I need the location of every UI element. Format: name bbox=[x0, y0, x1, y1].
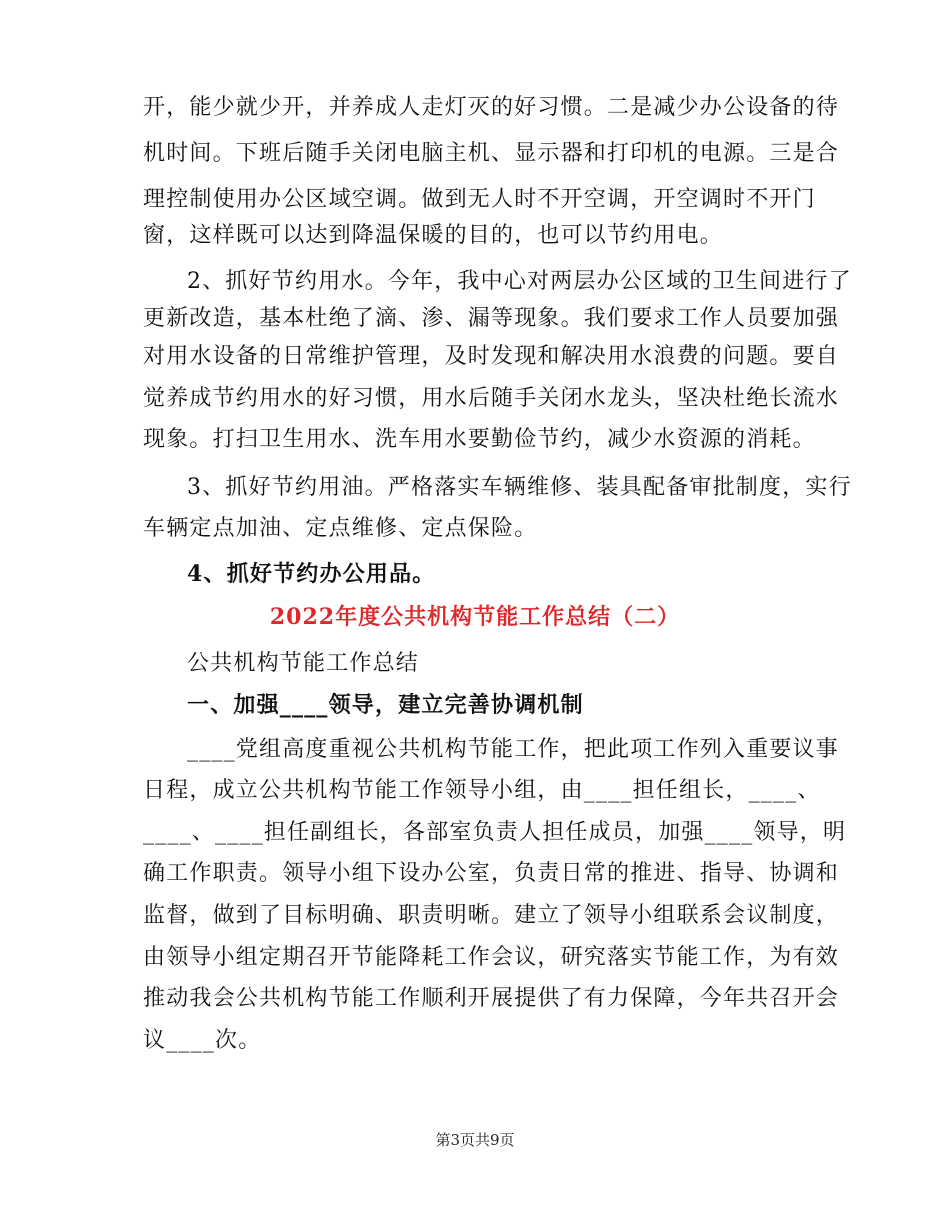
paragraph-line: 更新改造，基本杜绝了滴、渗、漏等现象。我们要求工作人员要加强 bbox=[143, 306, 840, 331]
paragraph-line: 4、抓好节约办公用品。 bbox=[187, 561, 436, 587]
paragraph-line: 3、抓好节约用油。严格落实车辆维修、装具配备审批制度，实行 bbox=[187, 475, 852, 500]
document-title: 2022年度公共机构节能工作总结（二） bbox=[269, 604, 681, 630]
paragraph-line: 确工作职责。领导小组下设办公室，负责日常的推进、指导、协调和 bbox=[143, 861, 840, 886]
paragraph-line: 由领导小组定期召开节能降耗工作会议，研究落实节能工作，为有效 bbox=[143, 945, 840, 970]
paragraph-line: 推动我会公共机构节能工作顺利开展提供了有力保障，今年共召开会 bbox=[143, 986, 840, 1011]
paragraph-line: 窗，这样既可以达到降温保暖的目的，也可以节约用电。 bbox=[143, 223, 724, 248]
paragraph-line: 对用水设备的日常维护管理，及时发现和解决用水浪费的问题。要自 bbox=[143, 344, 840, 369]
section-heading: 一、加强____领导，建立完善协调机制 bbox=[187, 692, 584, 718]
paragraph-line: 觉养成节约用水的好习惯，用水后随手关闭水龙头，坚决杜绝长流水 bbox=[143, 386, 840, 411]
paragraph-line: 2、抓好节约用水。今年，我中心对两层办公区域的卫生间进行了 bbox=[187, 269, 852, 294]
paragraph-line: ____党组高度重视公共机构节能工作，把此项工作列入重要议事 bbox=[187, 737, 840, 762]
paragraph-line: 开，能少就少开，并养成人走灯灭的好习惯。二是减少办公设备的待 bbox=[143, 95, 840, 120]
paragraph-line: 车辆定点加油、定点维修、定点保险。 bbox=[143, 516, 538, 541]
subtitle: 公共机构节能工作总结 bbox=[187, 651, 420, 676]
page-number: 第3页共9页 bbox=[435, 1131, 515, 1149]
paragraph-line: 监督，做到了目标明确、职责明晰。建立了领导小组联系会议制度， bbox=[143, 903, 840, 928]
paragraph-line: ____、____担任副组长，各部室负责人担任成员，加强____领导，明 bbox=[143, 820, 847, 845]
paragraph-line: 议____次。 bbox=[143, 1028, 262, 1053]
paragraph-line: 日程，成立公共机构节能工作领导小组，由____担任组长，____、 bbox=[143, 778, 821, 803]
paragraph-line: 理控制使用办公区域空调。做到无人时不开空调，开空调时不开门 bbox=[143, 187, 816, 212]
paragraph-line: 机时间。下班后随手关闭电脑主机、显示器和打印机的电源。三是合 bbox=[143, 141, 840, 166]
paragraph-line: 现象。打扫卫生用水、洗车用水要勤俭节约，减少水资源的消耗。 bbox=[143, 427, 816, 452]
